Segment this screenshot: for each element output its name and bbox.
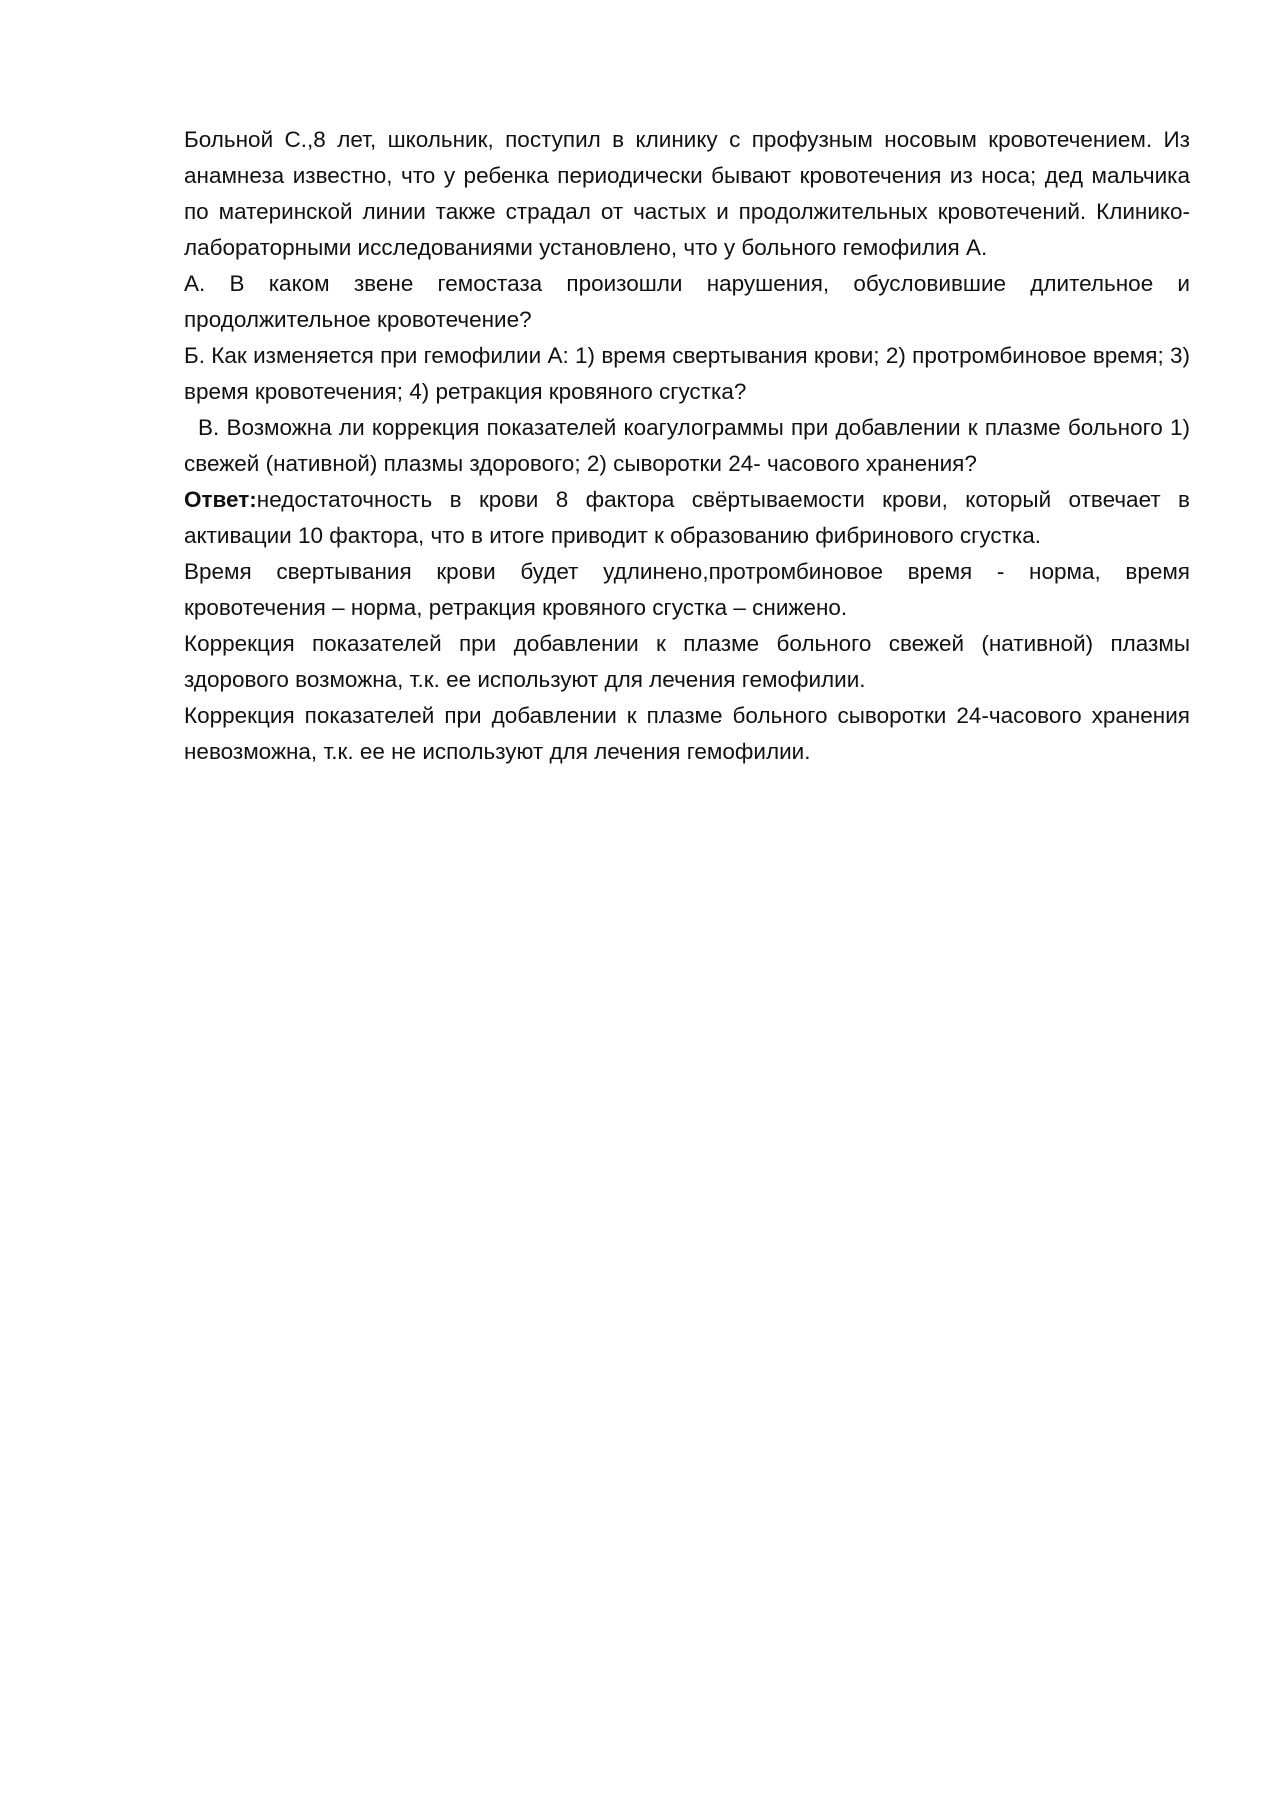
case-description: Больной С.,8 лет, школьник, поступил в клинику с профузным носовым кровотечением. Из анамнеза известно, что у ребенка периодически бывают кровотечения из носа; дед мальчика по материнской линии также страдал от частых и продолжительных кровотечений. Клинико-лабораторными исследованиями установлено, что у больного гемофилия А. bbox=[184, 127, 1190, 260]
question-b: Б. Как изменяется при гемофилии А: 1) время свертывания крови; 2) протромбиновое время; 3) время кровотечения; 4) ретракция кровяного сгустка? bbox=[184, 343, 1190, 404]
document-body bbox=[184, 122, 1190, 770]
answer-c2: Коррекция показателей при добавлении к плазме больного сыворотки 24-часового хранения невозможна, т.к. ее не используют для лечения гемофилии. bbox=[184, 703, 1190, 764]
question-c: В. Возможна ли коррекция показателей коагулограммы при добавлении к плазме больного 1) свежей (нативной) плазмы здорового; 2) сыворотки 24- часового хранения? bbox=[184, 415, 1190, 476]
answer-label: Ответ: bbox=[184, 487, 257, 512]
answer-c1: Коррекция показателей при добавлении к плазме больного свежей (нативной) плазмы здорового возможна, т.к. ее используют для лечения гемофилии. bbox=[184, 631, 1190, 692]
question-a: А. В каком звене гемостаза произошли нарушения, обусловившие длительное и продолжительное кровотечение? bbox=[184, 271, 1190, 332]
answer-b: Время свертывания крови будет удлинено,протромбиновое время - норма, время кровотечения – норма, ретракция кровяного сгустка – снижено. bbox=[184, 559, 1190, 620]
answer-text: недостаточность в крови 8 фактора свёртываемости крови, который отвечает в активации 10 фактора, что в итоге приводит к образованию фибринового сгустка. bbox=[184, 487, 1190, 548]
answer-paragraph bbox=[184, 482, 1190, 554]
